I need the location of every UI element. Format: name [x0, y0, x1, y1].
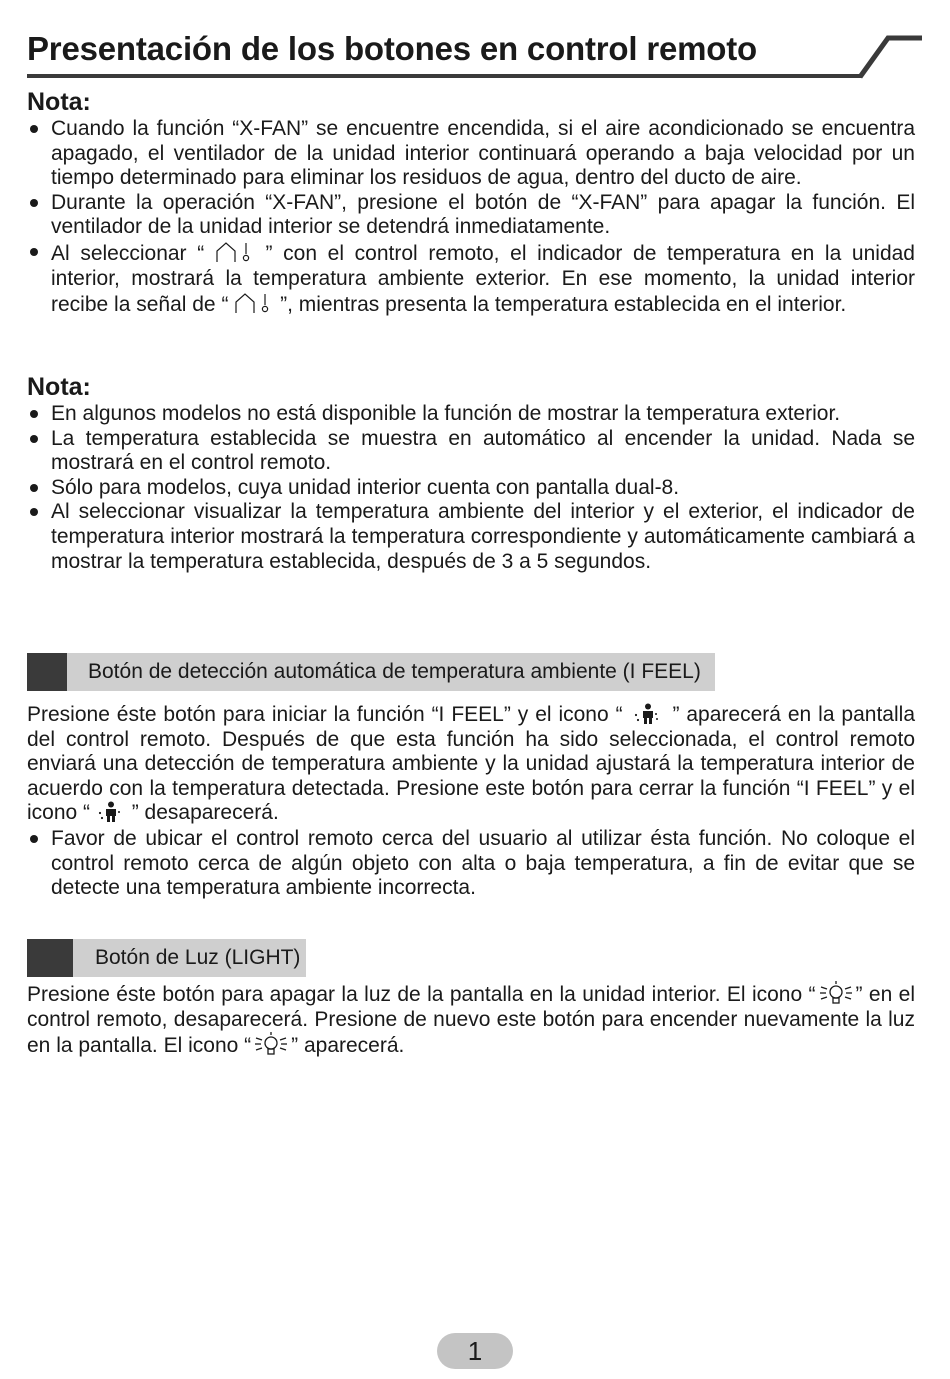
section-title: Botón de Luz (LIGHT) [95, 946, 301, 969]
list-item: Al seleccionar visualizar la temperatura ambiente del interior y el exterior, el indicador de temperatura interior mostrará la temperatura correspondiente y automáticamente cambiará a mostrar la temperatura establecida, después de 3 a 5 segundos. [27, 500, 915, 574]
ifeel-paragraph [27, 703, 915, 826]
outdoor-temp-icon [215, 240, 255, 264]
nota-list [27, 402, 915, 574]
light-bulb-icon [816, 981, 856, 1005]
text-segment: Al seleccionar “ [51, 241, 215, 265]
text-segment: ” con el control remoto, el indicador de temperatura en la unidad interior, mostrará la temperatura ambiente exterior. En ese momento, la unidad interior recibe la señal de “ [51, 241, 915, 317]
list-item: En algunos modelos no está disponible la función de mostrar la temperatura exterior. [27, 402, 915, 427]
page-number: 1 [437, 1333, 513, 1369]
i-feel-icon [96, 801, 126, 823]
text-segment: ” aparecerá en la pantalla del control remoto. Después de que esta función ha sido seleccionada, el control remoto enviará una detección de temperatura ambiente y la unidad ajustará la temperatura interior de acuerdo con la temperatura detectada. Presione este botón para cerrar la función “I FEEL” y el icono “ [27, 703, 915, 825]
text-segment: Presione éste botón para apagar la luz de la pantalla en la unidad interior. El icono “ [27, 983, 816, 1006]
text-segment: ”, mientras presenta la temperatura establecida en el interior. [274, 293, 847, 317]
section-header-light [27, 939, 306, 977]
page-title: Presentación de los botones en control remoto [27, 30, 757, 67]
outdoor-temp-icon [234, 291, 274, 315]
light-paragraph [27, 981, 915, 1059]
section-marker [27, 653, 67, 691]
text-segment: Presione éste botón para iniciar la función “I FEEL” y el icono “ [27, 703, 630, 726]
section-title: Botón de detección automática de temperatura ambiente (I FEEL) [88, 660, 701, 683]
list-item: Durante la operación “X-FAN”, presione el botón de “X-FAN” para apagar la función. El ventilador de la unidad interior se detendrá inmediatamente. [27, 191, 915, 240]
list-item: Favor de ubicar el control remoto cerca del usuario al utilizar ésta función. No coloque el control remoto cerca de algún objeto con alta o baja temperatura, a fin de evitar que se detecte una temperatura ambiente incorrecta. [27, 827, 915, 901]
light-bulb-icon [251, 1032, 291, 1056]
nota-heading: Nota: [27, 88, 91, 116]
i-feel-icon [630, 703, 666, 725]
list-item: Cuando la función “X-FAN” se encuentre encendida, si el aire acondicionado se encuentra apagado, el ventilador de la unidad interior continuará operando a baja velocidad por un tiempo determinado para eliminar los residuos de agua, dentro del ducto de aire. [27, 117, 915, 191]
section-header-ifeel [27, 653, 715, 691]
nota-heading: Nota: [27, 373, 91, 401]
list-item: La temperatura establecida se muestra en automático al encender la unidad. Nada se mostrará en el control remoto. [27, 427, 915, 476]
ifeel-list [27, 827, 915, 901]
list-item: Sólo para modelos, cuya unidad interior cuenta con pantalla dual-8. [27, 476, 915, 501]
nota-list [27, 117, 915, 318]
text-segment: ” aparecerá. [291, 1034, 405, 1058]
list-item [27, 240, 915, 318]
text-segment: ” desaparecerá. [125, 801, 279, 825]
section-marker [27, 939, 73, 977]
text-segment: ” en el control remoto, desaparecerá. Presione de nuevo este botón para encender nuevamente la luz en la pantalla. El icono “ [27, 983, 915, 1058]
